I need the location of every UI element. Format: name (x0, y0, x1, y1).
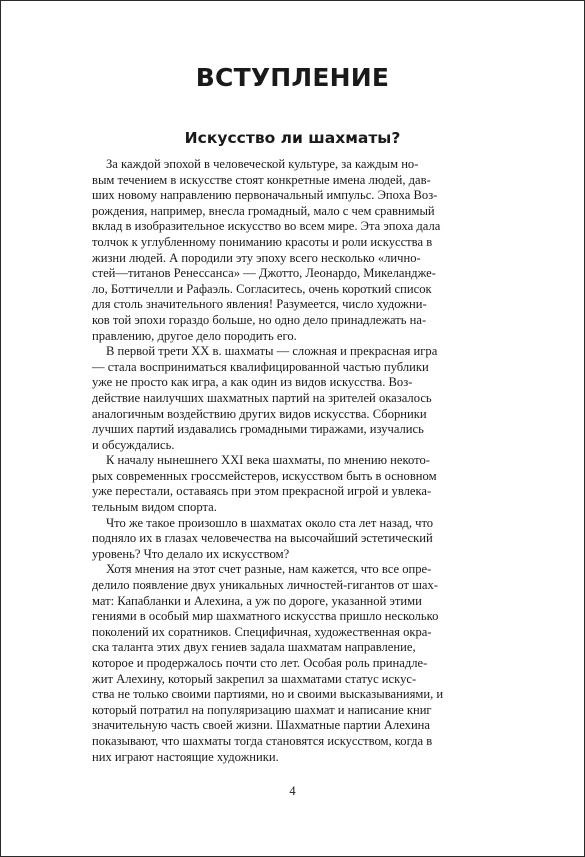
text-line: лучших партий издавались громадными тиражами, изучались (92, 422, 424, 437)
section-title: Искусство ли шахматы? (184, 129, 401, 147)
paragraph (92, 344, 496, 453)
paragraph (92, 516, 496, 563)
text-line: рых современных гроссмейстеров, искусством быть в основном (92, 468, 437, 483)
text-line: жит Алехину, который закрепил за шахматами статус искус- (92, 671, 417, 686)
text-line: стей—титанов Ренессанса» — Джотто, Леонардо, Микеландже- (92, 266, 436, 281)
text-line: которое и продержалось почти сто лет. Особая роль принадле- (92, 656, 428, 670)
text-line: ства не только своими партиями, но и своими высказываниями, и (92, 687, 444, 702)
text-line: Что же такое произошло в шахматах около ста лет назад, что (106, 515, 434, 530)
text-line: значительную часть своей жизни. Шахматные партии Алехина (92, 718, 431, 733)
text-line: поколений их соратников. Специфичная, художественная окра- (92, 624, 432, 639)
text-line: ска таланта этих двух гениев задала шахматам направление, (92, 640, 416, 655)
text-line: вклад в изобразительное искусство во всем мире. Эта эпоха дала (92, 219, 441, 234)
text-line: тельным видом спорта. (92, 500, 217, 515)
text-line: уже перестали, оставаясь при этом прекрасной игрой и увлека- (92, 484, 432, 499)
text-line: подняло их в глазах человечества на высочайший эстетический (92, 531, 433, 546)
text-line: и обсуждались. (92, 437, 175, 452)
text-line: уровень? Что делало их искусством? (92, 546, 290, 561)
text-line: ков той эпохи гораздо больше, но одно дело принадлежать на- (92, 312, 427, 327)
text-line: для столь значительного явления! Разумеется, число художни- (92, 297, 427, 312)
text-line: К началу нынешнего XXI века шахматы, по мнению некото- (106, 453, 430, 468)
text-line: них играют настоящие художники. (92, 749, 279, 764)
text-line: аналогичным воздействию других видов искусства. Сборники (92, 406, 427, 421)
text-line: вым течением в искусстве стоят конкретные имена людей, дав- (92, 172, 431, 187)
text-line: ло, Боттичелли и Рафаэль. Согласитесь, очень короткий список (92, 281, 432, 296)
text-line: действие наилучших шахматных партий на зрителей оказалось (92, 390, 432, 405)
text-line: уже не просто как игра, а как один из видов искусства. Воз- (92, 375, 413, 390)
text-line: мат: Капабланки и Алехина, а уж по дороге, указанной этими (92, 593, 422, 608)
text-line: За каждой эпохой в человеческой культуре, за каждым но- (106, 157, 419, 171)
text-line: рождения, например, внесла громадный, мало с чем сравнимый (92, 203, 435, 218)
text-line: — стала восприниматься квалифицированной частью публики (92, 359, 429, 374)
paragraph (92, 562, 496, 765)
text-line: ших новому направлению первоначальный импульс. Эпоха Воз- (92, 188, 438, 203)
chapter-title: ВСТУПЛЕНИЕ (195, 63, 390, 92)
paragraph (92, 453, 496, 515)
text-line: правлению, другое дело породить его. (92, 328, 297, 343)
text-line: Хотя мнения на этот счет разные, нам кажется, что все опре- (106, 562, 432, 577)
body-text (92, 157, 496, 765)
paragraph (92, 157, 496, 344)
text-line: жизни людей. А породили эту эпоху всего несколько «лично- (92, 250, 421, 265)
text-line: толчок к углубленному пониманию красоты и роли искусства в (92, 234, 433, 249)
text-line: делило появление двух уникальных личностей-гигантов от шах- (92, 578, 438, 593)
page-number: 4 (289, 784, 296, 798)
text-line: В первой трети XX в. шахматы — сложная и прекрасная игра (106, 344, 438, 359)
text-line: который потратил на популяризацию шахмат и написание книг (92, 702, 432, 717)
text-line: показывают, что шахматы тогда становятся искусством, когда в (92, 733, 433, 748)
text-line: гениями в особый мир шахматного искусства пришло несколько (92, 609, 439, 624)
